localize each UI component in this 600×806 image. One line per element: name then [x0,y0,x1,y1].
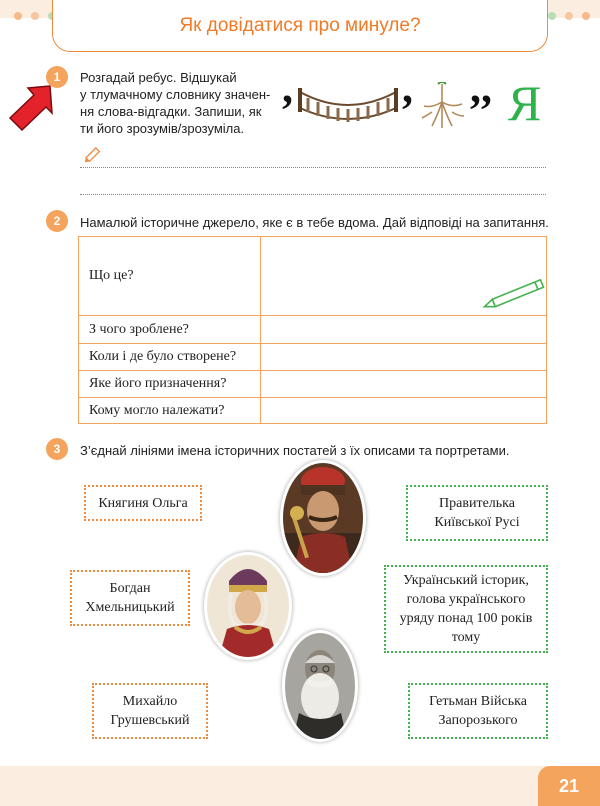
rope-bridge-icon [298,84,398,130]
questions-table [78,236,547,424]
name-olga[interactable]: Княгиня Ольга [84,485,202,521]
table-row [79,371,547,398]
answer-line-2[interactable] [80,194,546,195]
portrait-olga[interactable] [204,552,292,660]
task-2-number: 2 [46,210,68,232]
page-footer [0,766,600,806]
page-title-box [52,0,548,52]
answer-cell[interactable] [261,316,547,344]
olga-portrait-image [207,555,289,657]
green-pencil-icon [480,279,552,309]
answer-cell[interactable] [261,371,547,398]
page-title: Як довідатися про минуле? [179,14,421,36]
task-3-text: З’єднай лініями імена історичних постатей з їх описами та портретами. [80,443,510,458]
question-cell: Коли і де було створене? [79,344,261,371]
task-2-text: Намалюй історичне джерело, яке є в тебе вдома. Дай відповіді на запитання. [80,215,549,230]
portrait-hetman[interactable] [280,460,366,576]
name-khmelnytskyi[interactable]: Богдан Хмельницький [70,570,190,626]
question-cell: Кому могло належати? [79,398,261,424]
description-hetman[interactable]: Гетьман Війська Запорозького [408,683,548,739]
table-row [79,398,547,424]
answer-cell[interactable] [261,398,547,424]
portrait-hrushevskyi[interactable] [282,630,358,742]
question-cell: Що це? [79,237,261,316]
task-1-text: Розгадай ребус. Відшукай у тлумачному словнику значен- ня слова-відгадки. Запиши, як ти його зрозумів/зрозуміла. [80,70,271,136]
description-historian[interactable]: Український історик, голова українського уряду понад 100 років тому [384,565,548,653]
question-cell: З чого зроблене? [79,316,261,344]
task-3-number: 3 [46,438,68,460]
rebus-quote-right: ,, [470,63,492,112]
red-arrow-icon [6,80,56,136]
root-icon [418,82,466,130]
task-1-number: 1 [46,66,68,88]
pencil-icon [82,144,104,166]
rebus-quote-mid: , [402,63,413,112]
hrushevskyi-portrait-image [285,633,355,739]
hetman-portrait-image [283,463,363,573]
table-row [79,316,547,344]
description-kyivan-rus-ruler[interactable]: Правителька Київської Русі [406,485,548,541]
answer-cell[interactable] [261,344,547,371]
table-row [79,237,547,316]
name-hrushevskyi[interactable]: Михайло Грушевський [92,683,208,739]
page-number: 21 [538,766,600,806]
rebus-quote-left: , [282,63,293,112]
question-cell: Яке його призначення? [79,371,261,398]
answer-line-1[interactable] [80,167,546,168]
rebus-letter: Я [508,75,542,131]
table-row [79,344,547,371]
drawing-cell[interactable] [261,237,547,316]
